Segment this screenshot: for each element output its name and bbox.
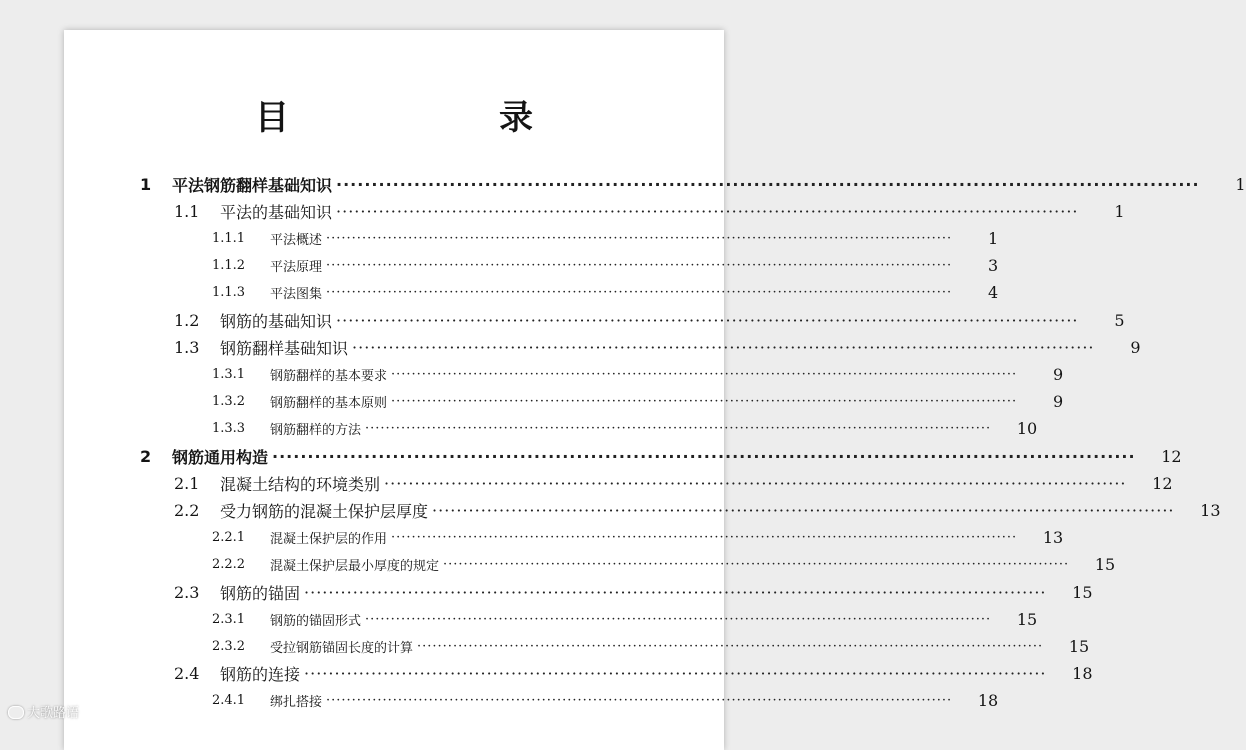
document-page [64,30,1246,750]
toc-leader-dots: ·························································································································· [326,285,953,301]
toc-entry-title: 钢筋翻样的基本原则 [270,396,388,412]
toc-leader-dots: ·························································································································· [304,664,1047,684]
toc-entry-page: 3 [987,256,999,276]
toc-entry [212,361,1064,387]
toc-entry-page: 9 [1052,392,1064,412]
toc-entry [212,416,1038,442]
toc-entry-page: 12 [1152,473,1173,493]
toc-leader-dots: ·························································································································· [365,611,992,627]
toc-entry-title: 钢筋的锚固 [220,583,301,603]
toc-entry-page: 13 [1200,500,1221,520]
toc-entry-number: 1.1.2 [212,258,246,274]
toc-entry-page: 9 [1052,364,1064,384]
toc-entry [212,552,1116,578]
toc-entry [212,280,999,306]
toc-entry-page: 15 [1072,582,1093,602]
toc-leader-dots: ·························································································································· [326,693,953,709]
toc-entry [212,253,999,279]
toc-entry [174,307,1125,333]
toc-entry-title: 平法的基础知识 [220,202,333,222]
toc-entry-number: 1.1 [174,201,200,221]
toc-entry-title: 平法钢筋翻样基础知识 [172,175,333,195]
toc-entry-page: 15 [1016,609,1038,629]
toc-leader-dots: ·························································································································· [391,366,1018,382]
watermark-text: 大歌路语 [27,706,80,721]
toc-leader-dots: ·························································································································· [352,337,1095,357]
toc-entry-number: 2.2 [174,500,200,520]
chat-bubble-icon [8,706,24,719]
watermark [8,702,79,721]
toc-entry-page: 9 [1130,337,1141,357]
toc-entry-page: 4 [987,283,999,303]
toc-leader-dots: ·························································································································· [272,446,1136,466]
toc-entry [174,661,1093,687]
toc-entry [212,606,1038,632]
toc-entry-title: 钢筋的连接 [220,665,301,685]
toc-leader-dots: ·························································································································· [365,421,992,437]
toc-entry [174,334,1141,360]
toc-entry [140,171,1246,197]
toc-entry [212,389,1064,415]
toc-entry-title: 混凝土保护层的作用 [270,532,388,548]
toc-leader-dots: ·························································································································· [384,473,1127,493]
toc-entry [174,198,1125,224]
toc-entry-number: 2.3.1 [212,611,246,627]
toc-leader-dots: ·························································································································· [336,310,1079,330]
toc-entry-page: 5 [1114,310,1125,330]
toc-entry-number: 2.3 [174,582,200,602]
toc-entry-number: 2.2.1 [212,530,246,546]
toc-entry [174,497,1221,523]
toc-entry-number: 2.3.2 [212,638,246,654]
toc-entry-title: 混凝土保护层最小厚度的规定 [270,559,440,575]
toc-entry-title: 钢筋通用构造 [172,447,269,467]
toc-entry-page: 10 [1016,419,1038,439]
toc-entry-page: 1 [1114,201,1125,221]
toc-entry-page: 12 [1161,446,1182,466]
toc-entry-number: 1 [140,174,152,194]
toc-entry [212,633,1090,659]
toc-entry-title: 平法概述 [270,232,323,248]
toc-entry-page: 18 [977,691,999,711]
toc-leader-dots: ·························································································································· [304,582,1047,602]
toc-entry-title: 受拉钢筋锚固长度的计算 [270,640,414,656]
toc-entry-title: 绑扎搭接 [270,695,323,711]
toc-leader-dots: ·························································································································· [432,500,1175,520]
toc-entry [212,525,1064,551]
toc-entry-number: 1.3 [174,337,200,357]
toc-entry-number: 2.4.1 [212,693,246,709]
toc-entry [174,579,1093,605]
toc-entry-number: 2 [140,446,152,466]
toc-leader-dots: ·························································································································· [391,530,1018,546]
toc-entry-number: 1.1.1 [212,230,246,246]
toc-entry-title: 平法图集 [270,287,323,303]
toc-entry [212,225,999,251]
toc-leader-dots: ·························································································································· [391,394,1018,410]
toc-entry-page: 15 [1094,555,1116,575]
toc-leader-dots: ·························································································································· [336,201,1079,221]
toc-entry-number: 1.3.3 [212,421,246,437]
toc-entry-number: 1.3.2 [212,394,246,410]
toc-entry-page: 15 [1068,636,1090,656]
toc-leader-dots: ·························································································································· [336,174,1200,194]
toc-entry-title: 平法原理 [270,260,323,276]
toc-entry-title: 钢筋翻样的方法 [270,423,362,439]
toc-entry [212,688,999,714]
toc-entry [174,470,1173,496]
toc-entry-number: 2.2.2 [212,557,246,573]
toc-entry-title: 受力钢筋的混凝土保护层厚度 [220,501,429,521]
toc-entry-title: 混凝土结构的环境类别 [220,474,381,494]
toc-entry-number: 1.1.3 [212,285,246,301]
toc-leader-dots: ·························································································································· [326,230,953,246]
toc-entry-title: 钢筋翻样基础知识 [220,338,349,358]
toc-entry-title: 钢筋的锚固形式 [270,613,362,629]
toc-entry-number: 2.4 [174,664,200,684]
toc-entry-page: 1 [987,228,999,248]
toc-leader-dots: ·························································································································· [443,557,1070,573]
toc-entry [140,443,1182,469]
toc-entry-title: 钢筋的基础知识 [220,311,333,331]
toc-entry-number: 1.3.1 [212,366,246,382]
toc-leader-dots: ·························································································································· [326,258,953,274]
toc-entry-number: 2.1 [174,473,200,493]
toc-entry-page: 1 [1235,174,1246,194]
page-title: 目 录 [255,98,621,138]
toc-entry-page: 13 [1042,528,1064,548]
toc-entry-number: 1.2 [174,310,200,330]
toc-entry-title: 钢筋翻样的基本要求 [270,368,388,384]
toc-leader-dots: ·························································································································· [417,638,1044,654]
toc-entry-page: 18 [1072,664,1093,684]
